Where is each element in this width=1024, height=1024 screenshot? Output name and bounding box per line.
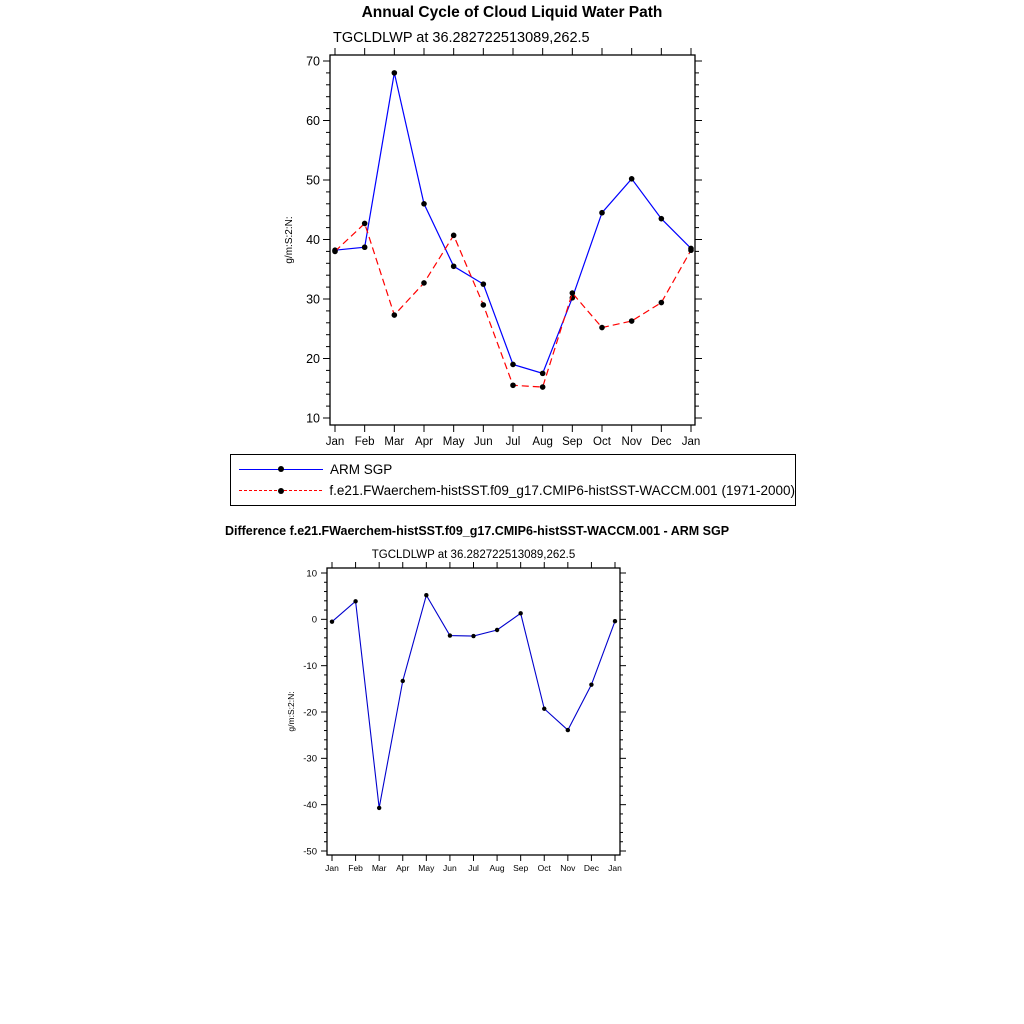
data-marker xyxy=(451,233,457,239)
page-title: Annual Cycle of Cloud Liquid Water Path xyxy=(361,4,663,21)
data-marker xyxy=(392,312,398,318)
data-marker xyxy=(330,619,334,623)
x-tick-label: Sep xyxy=(562,436,583,448)
data-marker xyxy=(540,384,546,390)
data-marker xyxy=(659,216,665,222)
x-tick-label: Nov xyxy=(621,436,642,448)
y-tick-label: -40 xyxy=(303,799,317,811)
y-axis-label: g/m:S:2:N: xyxy=(286,691,296,732)
legend-line-sample-solid xyxy=(239,469,323,470)
series-line xyxy=(332,595,615,808)
x-tick-label: Jan xyxy=(325,436,345,448)
y-tick-label: 60 xyxy=(306,113,320,128)
series-line xyxy=(335,73,691,373)
data-marker xyxy=(510,362,516,368)
legend-item-arm-sgp xyxy=(239,463,795,477)
x-tick-label: Mar xyxy=(371,863,387,873)
x-tick-label: Apr xyxy=(396,863,410,873)
data-marker xyxy=(629,176,635,182)
data-marker xyxy=(542,707,546,711)
x-tick-label: Oct xyxy=(537,863,551,873)
data-marker xyxy=(471,634,475,638)
y-tick-label: -30 xyxy=(303,753,317,765)
x-tick-label: May xyxy=(442,436,465,448)
y-tick-label: 20 xyxy=(306,351,320,366)
y-tick-label: 70 xyxy=(306,54,320,69)
data-marker xyxy=(570,290,576,296)
y-tick-label: 40 xyxy=(306,232,320,247)
data-marker xyxy=(362,221,368,227)
annual-cycle-subtitle: TGCLDLWP at 36.282722513089,262.5 xyxy=(333,30,590,46)
x-tick-label: Jan xyxy=(681,436,701,448)
x-tick-label: Sep xyxy=(513,863,529,873)
data-marker xyxy=(392,70,398,76)
y-tick-label: -20 xyxy=(303,707,317,719)
legend-marker-dot-icon xyxy=(278,488,284,494)
x-tick-label: Aug xyxy=(489,863,505,873)
difference-chart-subtitle: TGCLDLWP at 36.282722513089,262.5 xyxy=(371,549,576,561)
plot-frame xyxy=(327,568,620,855)
data-marker xyxy=(481,281,487,287)
plot-frame xyxy=(330,55,695,425)
data-marker xyxy=(481,302,487,308)
data-marker xyxy=(589,682,593,686)
x-tick-label: Feb xyxy=(348,863,363,873)
y-tick-label: 30 xyxy=(306,292,320,307)
y-tick-label: -10 xyxy=(303,660,317,672)
data-marker xyxy=(424,593,428,597)
data-marker xyxy=(401,679,405,683)
data-marker xyxy=(377,806,381,810)
y-tick-label: 10 xyxy=(306,411,320,426)
data-marker xyxy=(566,728,570,732)
legend xyxy=(230,454,796,506)
data-marker xyxy=(421,201,427,207)
data-marker xyxy=(688,247,694,253)
x-tick-label: Aug xyxy=(532,436,553,448)
y-tick-label: 50 xyxy=(306,173,320,188)
x-tick-label: Jan xyxy=(608,863,622,873)
difference-chart-title: Difference f.e21.FWaerchem-histSST.f09_g17.CMIP6-histSST-WACCM.001 - ARM SGP xyxy=(224,524,730,538)
y-tick-label: -50 xyxy=(303,846,317,858)
data-marker xyxy=(613,619,617,623)
x-tick-label: Oct xyxy=(593,436,611,448)
x-tick-label: Apr xyxy=(415,436,433,448)
data-marker xyxy=(362,244,368,250)
x-tick-label: Jul xyxy=(505,436,521,448)
data-marker xyxy=(421,280,427,286)
legend-line-sample-dashed xyxy=(239,490,322,491)
x-tick-label: Feb xyxy=(354,436,375,448)
data-marker xyxy=(353,599,357,603)
x-tick-label: Jun xyxy=(474,436,493,448)
data-marker xyxy=(629,318,635,324)
legend-item-model xyxy=(239,484,795,498)
legend-label-model: f.e21.FWaerchem-histSST.f09_g17.CMIP6-histSST-WACCM.001 (1971-2000) xyxy=(329,482,795,498)
data-marker xyxy=(510,382,516,388)
legend-label-arm-sgp: ARM SGP xyxy=(330,461,393,477)
x-tick-label: Nov xyxy=(560,863,576,873)
data-marker xyxy=(332,249,338,255)
y-tick-label: 0 xyxy=(311,614,317,626)
y-axis-label: g/m:S:2:N: xyxy=(284,216,295,264)
data-marker xyxy=(599,210,605,216)
x-tick-label: May xyxy=(418,863,435,873)
data-marker xyxy=(659,300,665,306)
x-tick-label: Jun xyxy=(443,863,457,873)
data-marker xyxy=(599,325,605,331)
data-marker xyxy=(495,628,499,632)
x-tick-label: Dec xyxy=(651,436,672,448)
data-marker xyxy=(451,263,457,269)
x-tick-label: Mar xyxy=(384,436,405,448)
data-marker xyxy=(540,371,546,377)
data-marker xyxy=(518,611,522,615)
x-tick-label: Dec xyxy=(583,863,599,873)
y-tick-label: 10 xyxy=(306,568,317,580)
x-tick-label: Jan xyxy=(325,863,339,873)
legend-marker-dot-icon xyxy=(278,466,284,472)
data-marker xyxy=(448,633,452,637)
x-tick-label: Jul xyxy=(468,863,479,873)
